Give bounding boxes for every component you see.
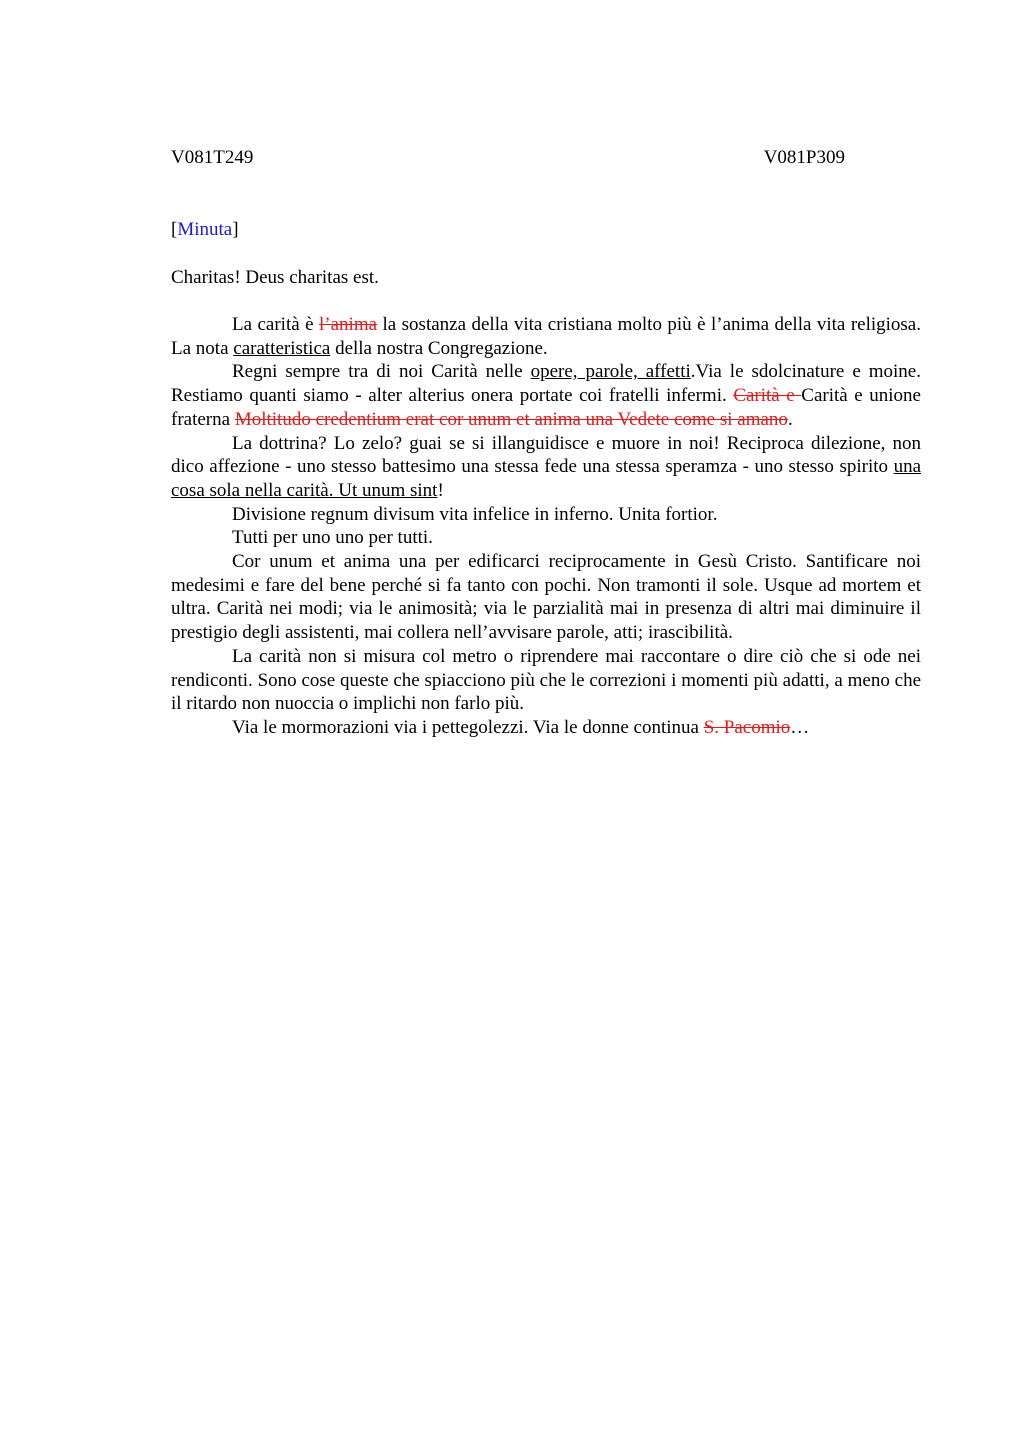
text-run: Via le mormorazioni via i pettegolezzi. Via le donne continua: [232, 716, 704, 738]
text-run: …: [790, 716, 810, 738]
document-header: [171, 146, 845, 170]
text-run: Carità e unione fraterna: [171, 385, 921, 430]
text-run: la sostanza della vita cristiana molto più è l’anima della vita religiosa. La nota: [171, 314, 921, 359]
deleted-text: S. Pacomio: [703, 716, 791, 738]
motto-line: Charitas! Deus charitas est.: [171, 267, 379, 288]
paragraph-6: Cor unum et anima una per edificarci reciprocamente in Gesù Cristo. Santificare noi medesimi e fare del bene perché si fa tanto con pochi. Non tramonti il sole. Usque ad mortem et ultra. Carità nei modi; via le animosità; via le parzialità mai in presenza di altri mai diminuire il prestigio degli assistenti, mai collera nell’avvisare parole, atti; irascibilità.: [171, 551, 921, 644]
text-run: della nostra Congregazione.: [330, 337, 548, 359]
paragraph-1: [171, 313, 921, 360]
volume-text-code: V081T249: [171, 147, 254, 168]
deleted-text: l’anima: [319, 314, 378, 335]
paragraph-5: Tutti per uno uno per tutti.: [232, 527, 433, 549]
text-run: Regni sempre tra di noi Carità nelle: [232, 361, 531, 383]
volume-page-code: V081P309: [763, 147, 845, 168]
deleted-text: Carità e: [733, 385, 802, 407]
underlined-text: opere, parole, affetti: [530, 361, 691, 383]
paragraph-2: [171, 360, 921, 431]
text-run: !: [437, 479, 444, 501]
paragraph-7: La carità non si misura col metro o riprendere mai raccontare o dire ciò che si ode nei rendiconti. Sono cose queste che spiacciono più che le correzioni i momenti più adatti, a meno che il ritardo non nuoccia o implichi non farlo più.: [171, 645, 921, 715]
text-run: La carità è: [232, 314, 320, 335]
paragraph-4: Divisione regnum divisum vita infelice in inferno. Unita fortior.: [232, 503, 718, 525]
text-run: .Via le sdolcinature e moine. Restiamo quanti siamo - alter alterius onera portate coi fratelli infermi.: [171, 361, 921, 407]
bracket-close: ]: [232, 219, 239, 240]
draft-label: Minuta: [177, 219, 233, 240]
letter-body: [171, 313, 921, 740]
text-run: La dottrina? Lo zelo? guai se si illanguidisce e muore in noi! Reciproca dilezione, non dico affezione - uno stesso battesimo una stessa fede una stessa speramza - uno stesso spirito: [171, 432, 921, 478]
bracket-open: [: [171, 219, 178, 240]
paragraph-8: [171, 716, 921, 740]
underlined-text: una cosa sola nella carità. Ut unum sint: [171, 456, 921, 501]
paragraph-3: [171, 432, 921, 503]
underlined-text: caratteristica: [233, 337, 331, 359]
text-run: .: [787, 408, 793, 430]
draft-note: [171, 218, 239, 242]
deleted-text: Moltitudo credentium erat cor unum et anima una Vedete come si amano: [234, 408, 788, 430]
